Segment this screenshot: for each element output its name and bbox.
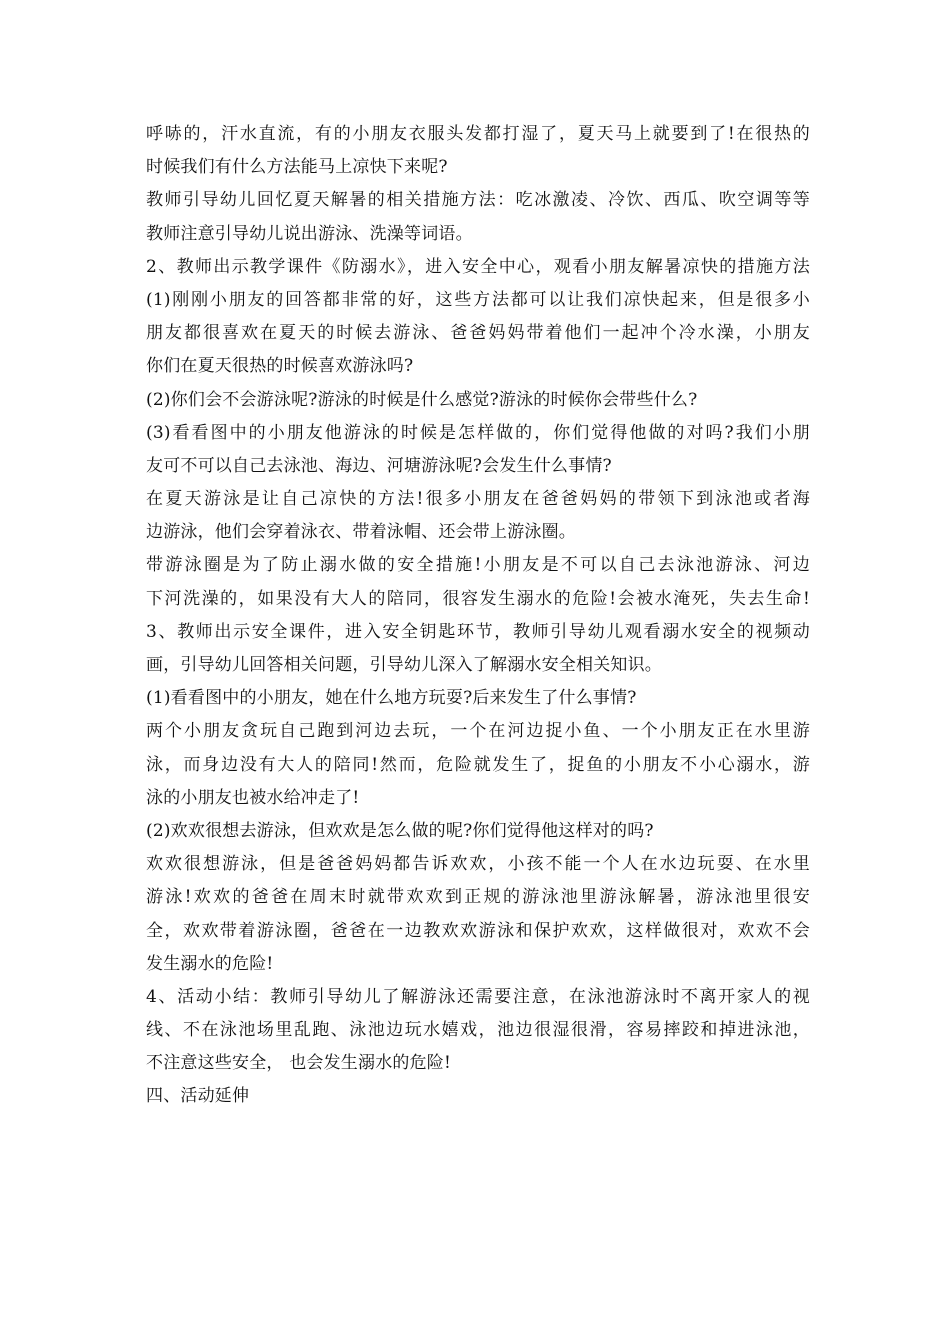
text-line: 时候我们有什么方法能马上凉快下来呢? bbox=[146, 157, 448, 178]
text-line: 两个小朋友贪玩自己跑到河边去玩，一个在河边捉小鱼、一个小朋友正在水里游 bbox=[146, 721, 810, 742]
text-line: 朋友都很喜欢在夏天的时候去游泳、爸爸妈妈带着他们一起冲个冷水澡，小朋友 bbox=[146, 323, 810, 344]
text-line: (2)欢欢很想去游泳，但欢欢是怎么做的呢?你们觉得他这样对的吗? bbox=[146, 820, 654, 841]
text-line: (1)刚刚小朋友的回答都非常的好，这些方法都可以让我们凉快起来，但是很多小 bbox=[146, 289, 810, 310]
text-line: 2、教师出示教学课件《防溺水》，进入安全中心，观看小朋友解暑凉快的措施方法 bbox=[146, 256, 810, 277]
text-line: 欢欢很想游泳，但是爸爸妈妈都告诉欢欢，小孩不能一个人在水边玩耍、在水里 bbox=[146, 854, 810, 875]
text-line: 带游泳圈是为了防止溺水做的安全措施!小朋友是不可以自己去泳池游泳、河边 bbox=[146, 555, 810, 576]
text-line: 教师注意引导幼儿说出游泳、洗澡等词语。 bbox=[146, 223, 473, 244]
text-line: 你们在夏天很热的时候喜欢游泳吗? bbox=[146, 356, 414, 377]
text-line: 游泳!欢欢的爸爸在周末时就带欢欢到正规的游泳池里游泳解暑，游泳池里很安 bbox=[146, 887, 810, 908]
text-line: (1)看看图中的小朋友，她在什么地方玩耍?后来发生了什么事情? bbox=[146, 688, 637, 709]
text-line: 下河洗澡的，如果没有大人的陪同，很容发生溺水的危险!会被水淹死，失去生命! bbox=[146, 588, 810, 609]
text-line: 泳，而身边没有大人的陪同!然而，危险就发生了，捉鱼的小朋友不小心溺水，游 bbox=[146, 754, 810, 775]
text-line: 在夏天游泳是让自己凉快的方法!很多小朋友在爸爸妈妈的带领下到泳池或者海 bbox=[146, 489, 810, 510]
text-line: 画，引导幼儿回答相关问题，引导幼儿深入了解溺水安全相关知识。 bbox=[146, 655, 662, 675]
text-line: 呼哧的，汗水直流，有的小朋友衣服头发都打湿了，夏天马上就要到了!在很热的 bbox=[146, 124, 810, 144]
text-line: (3)看看图中的小朋友他游泳的时候是怎样做的，你们觉得他做的对吗?我们小朋 bbox=[146, 422, 810, 443]
text-line: (2)你们会不会游泳呢?游泳的时候是什么感觉?游泳的时候你会带些什么? bbox=[146, 389, 698, 410]
text-line: 全，欢欢带着游泳圈，爸爸在一边教欢欢游泳和保护欢欢，这样做很对，欢欢不会 bbox=[146, 920, 810, 941]
text-line: 教师引导幼儿回忆夏天解暑的相关措施方法：吃冰激凌、冷饮、西瓜、吹空调等等 bbox=[146, 190, 810, 211]
text-line: 边游泳，他们会穿着泳衣、带着泳帽、还会带上游泳圈。 bbox=[146, 522, 576, 543]
text-line: 不注意这些安全， 也会发生溺水的危险! bbox=[146, 1053, 452, 1074]
document-body bbox=[146, 118, 810, 1114]
text-line: 3、教师出示安全课件，进入安全钥匙环节，教师引导幼儿观看溺水安全的视频动 bbox=[146, 621, 810, 642]
text-line: 四、活动延伸 bbox=[146, 1086, 250, 1107]
text-line: 线、不在泳池场里乱跑、泳池边玩水嬉戏，池边很湿很滑，容易摔跤和掉进泳池， bbox=[146, 1020, 810, 1041]
text-line: 泳的小朋友也被水给冲走了! bbox=[146, 787, 360, 808]
text-line: 发生溺水的危险! bbox=[146, 953, 274, 974]
text-line: 4、活动小结：教师引导幼儿了解游泳还需要注意，在泳池游泳时不离开家人的视 bbox=[146, 986, 810, 1007]
text-line: 友可不可以自己去泳池、海边、河塘游泳呢?会发生什么事情? bbox=[146, 455, 612, 476]
